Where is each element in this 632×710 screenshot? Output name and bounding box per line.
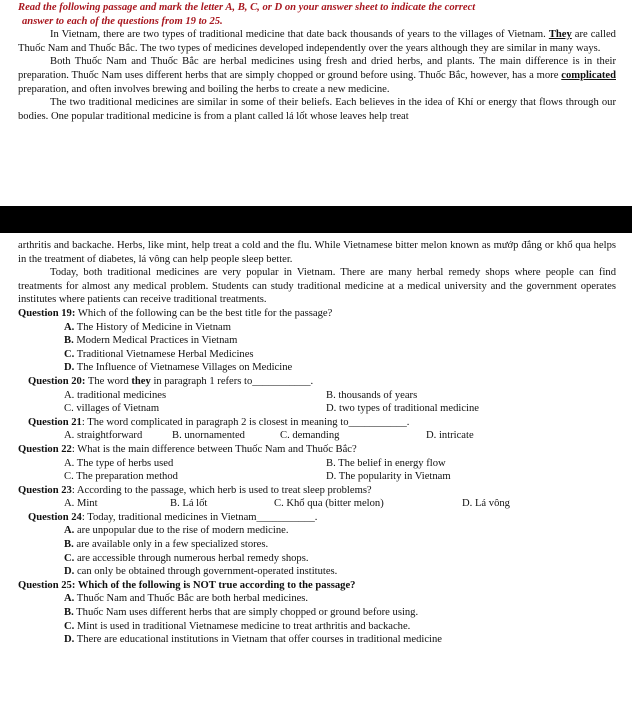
paragraph-4: Today, both traditional medicines are very popular in Vietnam. There are many herbal remedy shops where people can find treatments for almost any medical problem. Students can study traditional medicine at a medical university and the government operates institutes where patients can receive traditional treatments. — [18, 267, 616, 306]
q20-stem-word: they — [131, 375, 151, 387]
question-20 — [18, 375, 616, 416]
q24-c-text: are accessible through numerous herbal remedy shops. — [74, 552, 309, 564]
p2-complicated: complicated — [561, 69, 616, 81]
q24-option-c[interactable] — [18, 552, 616, 566]
q24-option-a[interactable] — [18, 524, 616, 538]
q20-option-b[interactable]: B. thousands of years — [326, 389, 418, 401]
q25-option-d[interactable] — [18, 633, 616, 647]
q25-label: Question 25: Which of the following is NOT true according to the passage? — [18, 579, 356, 591]
q19-c-text: Traditional Vietnamese Herbal Medicines — [74, 348, 254, 360]
q20-stem-b: in paragraph 1 refers to___________. — [150, 375, 314, 387]
q19-d-letter: D. — [64, 362, 75, 374]
q21-option-c[interactable]: C. demanding — [280, 430, 340, 442]
paragraph-2 — [18, 55, 616, 96]
page-bottom-section — [0, 233, 632, 710]
paragraph-3-bottom: arthritis and backache. Herbs, like mint, help treat a cold and the flu. While Vietnamese bitter melon known as mướp đắng or khổ qua helps in the treatment of diabetes, lá vông can help people sleep better. — [18, 240, 616, 265]
q19-b-text: Modern Medical Practices in Vietnam — [73, 335, 238, 347]
q21-stem: : The word complicated in paragraph 2 is closest in meaning to___________. — [81, 416, 410, 428]
q21-option-b[interactable]: B. unornamented — [172, 430, 245, 442]
q23-option-c[interactable]: C. Khổ qua (bitter melon) — [274, 498, 384, 510]
q19-a-letter: A. — [64, 321, 75, 333]
q20-stem-a: The word — [85, 375, 132, 387]
q22-label: Question 22 — [18, 443, 72, 455]
q25-b-letter: B. — [64, 607, 74, 619]
q21-label: Question 21 — [28, 416, 82, 428]
q23-option-b[interactable]: B. Lá lốt — [170, 498, 208, 510]
q23-option-a[interactable]: A. Mint — [64, 498, 98, 510]
q24-a-text: are unpopular due to the rise of modern medicine. — [74, 525, 289, 537]
q19-option-d[interactable] — [18, 361, 616, 375]
q25-a-text: Thuốc Nam and Thuốc Bắc are both herbal medicines. — [74, 593, 309, 605]
q20-option-a[interactable]: A. traditional medicines — [64, 389, 167, 401]
q24-d-letter: D. — [64, 566, 75, 578]
q25-option-b[interactable] — [18, 606, 616, 620]
q25-c-text: Mint is used in traditional Vietnamese medicine to treat arthritis and backache. — [74, 620, 411, 632]
q24-label: Question 24 — [28, 511, 82, 523]
q19-b-letter: B. — [64, 335, 74, 347]
instructions — [18, 1, 616, 28]
question-23 — [18, 484, 616, 511]
q22-option-b[interactable]: B. The belief in energy flow — [326, 457, 446, 469]
q20-option-d[interactable]: D. two types of traditional medicine — [326, 403, 479, 415]
q24-stem: : Today, traditional medicines in Vietnam___________. — [81, 511, 318, 523]
q25-option-c[interactable] — [18, 620, 616, 634]
q20-label: Question 20: — [28, 375, 86, 387]
q24-a-letter: A. — [64, 525, 75, 537]
q23-stem: : According to the passage, which herb is used to treat sleep problems? — [71, 484, 372, 496]
q23-option-d[interactable]: D. Lá vông — [462, 498, 510, 510]
q19-option-b[interactable] — [18, 334, 616, 348]
q19-option-c[interactable] — [18, 348, 616, 362]
p1-text-b: are called Thuốc Nam and Thuốc Bắc. The two types of medicines developed independently over the years although they are similar in many ways. — [18, 29, 616, 54]
q21-option-d[interactable]: D. intricate — [426, 430, 474, 442]
q24-option-b[interactable] — [18, 538, 616, 552]
p2-text-b: preparation, and often involves brewing and boiling the herbs to create a new medicine. — [18, 83, 390, 95]
page-top-section — [0, 0, 632, 206]
q24-option-d[interactable] — [18, 565, 616, 579]
q20-option-c[interactable]: C. villages of Vietnam — [64, 403, 160, 415]
q19-c-letter: C. — [64, 348, 75, 360]
q19-label: Question 19: — [18, 307, 76, 319]
question-24 — [18, 511, 616, 579]
q22-option-c[interactable]: C. The preparation method — [64, 471, 178, 483]
q19-a-text: The History of Medicine in Vietnam — [74, 321, 231, 333]
q22-option-d[interactable]: D. The popularity in Vietnam — [326, 471, 451, 483]
q25-c-letter: C. — [64, 620, 75, 632]
q22-option-a[interactable]: A. The type of herbs used — [64, 457, 174, 469]
q25-a-letter: A. — [64, 593, 75, 605]
q21-option-a[interactable]: A. straightforward — [64, 430, 143, 442]
question-21 — [18, 416, 616, 443]
q25-option-a[interactable] — [18, 592, 616, 606]
q24-b-letter: B. — [64, 539, 74, 551]
q19-d-text: The Influence of Vietnamese Villages on Medicine — [74, 362, 293, 374]
question-25 — [18, 579, 616, 647]
question-19 — [18, 307, 616, 375]
q24-c-letter: C. — [64, 552, 75, 564]
q23-label: Question 23 — [18, 484, 72, 496]
paragraph-3-top: The two traditional medicines are similar in some of their beliefs. Each believes in the idea of Khí or energy that flows through our bodies. One popular traditional medicine is from a plant called lá lốt whose leaves help treat — [18, 97, 616, 122]
q19-stem: Which of the following can be the best title for the passage? — [75, 307, 333, 319]
q25-d-text: There are educational institutions in Vietnam that offer courses in traditional medicine — [74, 634, 442, 646]
paragraph-1 — [18, 28, 616, 55]
instructions-line1: Read the following passage and mark the letter A, B, C, or D on your answer sheet to indicate the correct — [18, 2, 476, 13]
p1-text-a: In Vietnam, there are two types of traditional medicine that date back thousands of years to the villages of Vietnam. — [50, 29, 549, 41]
q19-option-a[interactable] — [18, 321, 616, 335]
q24-b-text: are available only in a few specialized stores. — [73, 539, 269, 551]
q25-d-letter: D. — [64, 634, 75, 646]
question-22 — [18, 443, 616, 484]
p2-text-a: Both Thuốc Nam and Thuốc Bắc are herbal medicines using fresh and dried herbs, and plants. The main difference is in their preparation. Thuốc Nam uses different herbs that are simply chopped or ground before using. Thuốc Bắc, however, has a more — [18, 56, 616, 81]
q22-stem: : What is the main difference between Thuốc Nam and Thuốc Bắc? — [71, 443, 357, 455]
p1-they: They — [548, 29, 572, 41]
q25-b-text: Thuốc Nam uses different herbs that are simply chopped or ground before using. — [73, 607, 419, 619]
q24-d-text: can only be obtained through government-operated institutes. — [74, 566, 338, 578]
instructions-line2: answer to each of the questions from 19 to 25. — [22, 15, 223, 27]
